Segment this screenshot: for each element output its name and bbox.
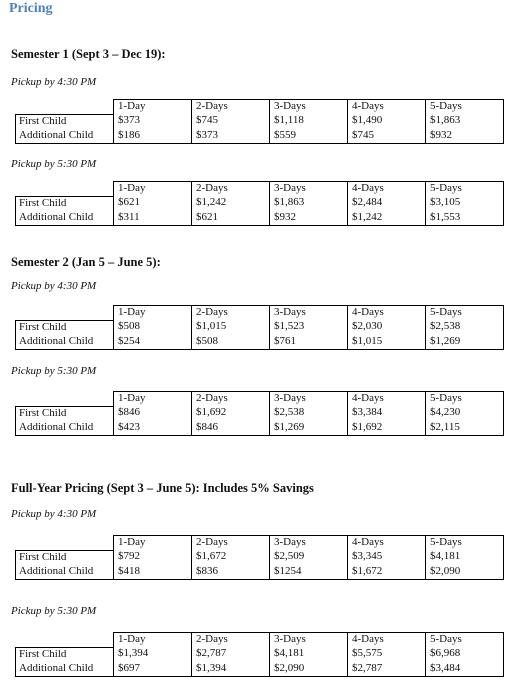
column-header: 5-Days xyxy=(426,306,504,321)
pricing-table xyxy=(15,99,504,144)
price-cell: $1,863 xyxy=(270,196,348,211)
price-cell: $2,115 xyxy=(426,421,504,436)
price-cell: $1,118 xyxy=(270,114,348,129)
table-row xyxy=(16,550,504,565)
column-header: 1-Day xyxy=(114,392,192,407)
price-cell: $1,269 xyxy=(426,335,504,350)
column-header: 3-Days xyxy=(270,100,348,115)
price-cell: $1,672 xyxy=(348,565,426,580)
table-row xyxy=(16,114,504,129)
column-header: 4-Days xyxy=(348,536,426,551)
section-heading: Full-Year Pricing (Sept 3 – June 5): Includes 5% Savings xyxy=(11,481,314,495)
price-cell: $5,575 xyxy=(348,647,426,662)
price-cell: $2,787 xyxy=(192,647,270,662)
price-cell: $373 xyxy=(114,114,192,129)
column-header: 4-Days xyxy=(348,633,426,648)
price-cell: $1,490 xyxy=(348,114,426,129)
price-cell: $1254 xyxy=(270,565,348,580)
column-header: 4-Days xyxy=(348,306,426,321)
column-header: 4-Days xyxy=(348,100,426,115)
table-row xyxy=(16,662,504,677)
row-label: First Child xyxy=(16,320,114,335)
price-cell: $697 xyxy=(114,662,192,677)
price-cell: $621 xyxy=(192,211,270,226)
price-cell: $1,692 xyxy=(348,421,426,436)
column-header: 2-Days xyxy=(192,633,270,648)
row-label: Additional Child xyxy=(16,421,114,436)
price-cell: $3,384 xyxy=(348,406,426,421)
price-cell: $1,553 xyxy=(426,211,504,226)
price-cell: $2,484 xyxy=(348,196,426,211)
price-cell: $1,015 xyxy=(192,320,270,335)
pickup-label: Pickup by 5:30 PM xyxy=(11,605,97,617)
price-cell: $745 xyxy=(348,129,426,144)
price-cell: $1,242 xyxy=(348,211,426,226)
column-header: 3-Days xyxy=(270,536,348,551)
column-header: 5-Days xyxy=(426,182,504,197)
column-header: 2-Days xyxy=(192,182,270,197)
price-cell: $3,105 xyxy=(426,196,504,211)
corner-cell xyxy=(16,100,114,115)
column-header: 3-Days xyxy=(270,392,348,407)
price-cell: $373 xyxy=(192,129,270,144)
price-cell: $4,181 xyxy=(426,550,504,565)
price-cell: $1,394 xyxy=(114,647,192,662)
price-cell: $932 xyxy=(270,211,348,226)
column-header: 3-Days xyxy=(270,633,348,648)
column-header: 3-Days xyxy=(270,306,348,321)
price-cell: $846 xyxy=(192,421,270,436)
price-cell: $836 xyxy=(192,565,270,580)
row-label: Additional Child xyxy=(16,335,114,350)
pickup-label: Pickup by 5:30 PM xyxy=(11,365,97,377)
pickup-label: Pickup by 4:30 PM xyxy=(11,76,97,88)
row-label: Additional Child xyxy=(16,662,114,677)
price-cell: $1,394 xyxy=(192,662,270,677)
price-cell: $2,030 xyxy=(348,320,426,335)
price-cell: $846 xyxy=(114,406,192,421)
price-cell: $2,509 xyxy=(270,550,348,565)
table-row xyxy=(16,320,504,335)
row-label: Additional Child xyxy=(16,211,114,226)
column-header: 2-Days xyxy=(192,306,270,321)
price-cell: $254 xyxy=(114,335,192,350)
column-header: 5-Days xyxy=(426,100,504,115)
price-cell: $186 xyxy=(114,129,192,144)
price-cell: $1,015 xyxy=(348,335,426,350)
row-label: First Child xyxy=(16,550,114,565)
pricing-table xyxy=(15,632,504,677)
column-header: 2-Days xyxy=(192,100,270,115)
row-label: First Child xyxy=(16,114,114,129)
column-header: 4-Days xyxy=(348,182,426,197)
corner-cell xyxy=(16,392,114,407)
column-header: 4-Days xyxy=(348,392,426,407)
price-cell: $745 xyxy=(192,114,270,129)
column-header: 5-Days xyxy=(426,536,504,551)
column-header: 2-Days xyxy=(192,392,270,407)
table-row xyxy=(16,406,504,421)
pickup-label: Pickup by 4:30 PM xyxy=(11,280,97,292)
column-header: 1-Day xyxy=(114,306,192,321)
table-row xyxy=(16,196,504,211)
row-label: Additional Child xyxy=(16,129,114,144)
column-header: 1-Day xyxy=(114,182,192,197)
price-cell: $932 xyxy=(426,129,504,144)
price-cell: $761 xyxy=(270,335,348,350)
price-cell: $1,523 xyxy=(270,320,348,335)
corner-cell xyxy=(16,633,114,648)
page-title: Pricing xyxy=(9,1,53,16)
price-cell: $6,968 xyxy=(426,647,504,662)
section-heading: Semester 2 (Jan 5 – June 5): xyxy=(11,255,161,269)
table-row xyxy=(16,211,504,226)
price-cell: $4,181 xyxy=(270,647,348,662)
price-cell: $2,090 xyxy=(270,662,348,677)
price-cell: $311 xyxy=(114,211,192,226)
price-cell: $1,863 xyxy=(426,114,504,129)
section-heading: Semester 1 (Sept 3 – Dec 19): xyxy=(11,47,166,61)
table-row xyxy=(16,565,504,580)
price-cell: $508 xyxy=(114,320,192,335)
price-cell: $2,538 xyxy=(426,320,504,335)
pickup-label: Pickup by 5:30 PM xyxy=(11,158,97,170)
price-cell: $508 xyxy=(192,335,270,350)
pricing-table xyxy=(15,181,504,226)
price-cell: $792 xyxy=(114,550,192,565)
price-cell: $4,230 xyxy=(426,406,504,421)
column-header: 5-Days xyxy=(426,392,504,407)
price-cell: $1,242 xyxy=(192,196,270,211)
table-row xyxy=(16,129,504,144)
price-cell: $418 xyxy=(114,565,192,580)
price-cell: $1,269 xyxy=(270,421,348,436)
column-header: 1-Day xyxy=(114,633,192,648)
table-row xyxy=(16,647,504,662)
table-row xyxy=(16,421,504,436)
price-cell: $423 xyxy=(114,421,192,436)
corner-cell xyxy=(16,536,114,551)
table-row xyxy=(16,335,504,350)
price-cell: $3,345 xyxy=(348,550,426,565)
corner-cell xyxy=(16,306,114,321)
price-cell: $1,692 xyxy=(192,406,270,421)
row-label: First Child xyxy=(16,647,114,662)
price-cell: $621 xyxy=(114,196,192,211)
row-label: Additional Child xyxy=(16,565,114,580)
corner-cell xyxy=(16,182,114,197)
pricing-table xyxy=(15,535,504,580)
column-header: 1-Day xyxy=(114,100,192,115)
price-cell: $3,484 xyxy=(426,662,504,677)
price-cell: $2,090 xyxy=(426,565,504,580)
row-label: First Child xyxy=(16,406,114,421)
column-header: 5-Days xyxy=(426,633,504,648)
price-cell: $1,672 xyxy=(192,550,270,565)
price-cell: $2,787 xyxy=(348,662,426,677)
pricing-table xyxy=(15,305,504,350)
column-header: 1-Day xyxy=(114,536,192,551)
pricing-table xyxy=(15,391,504,436)
pickup-label: Pickup by 4:30 PM xyxy=(11,508,97,520)
column-header: 3-Days xyxy=(270,182,348,197)
price-cell: $2,538 xyxy=(270,406,348,421)
column-header: 2-Days xyxy=(192,536,270,551)
row-label: First Child xyxy=(16,196,114,211)
price-cell: $559 xyxy=(270,129,348,144)
